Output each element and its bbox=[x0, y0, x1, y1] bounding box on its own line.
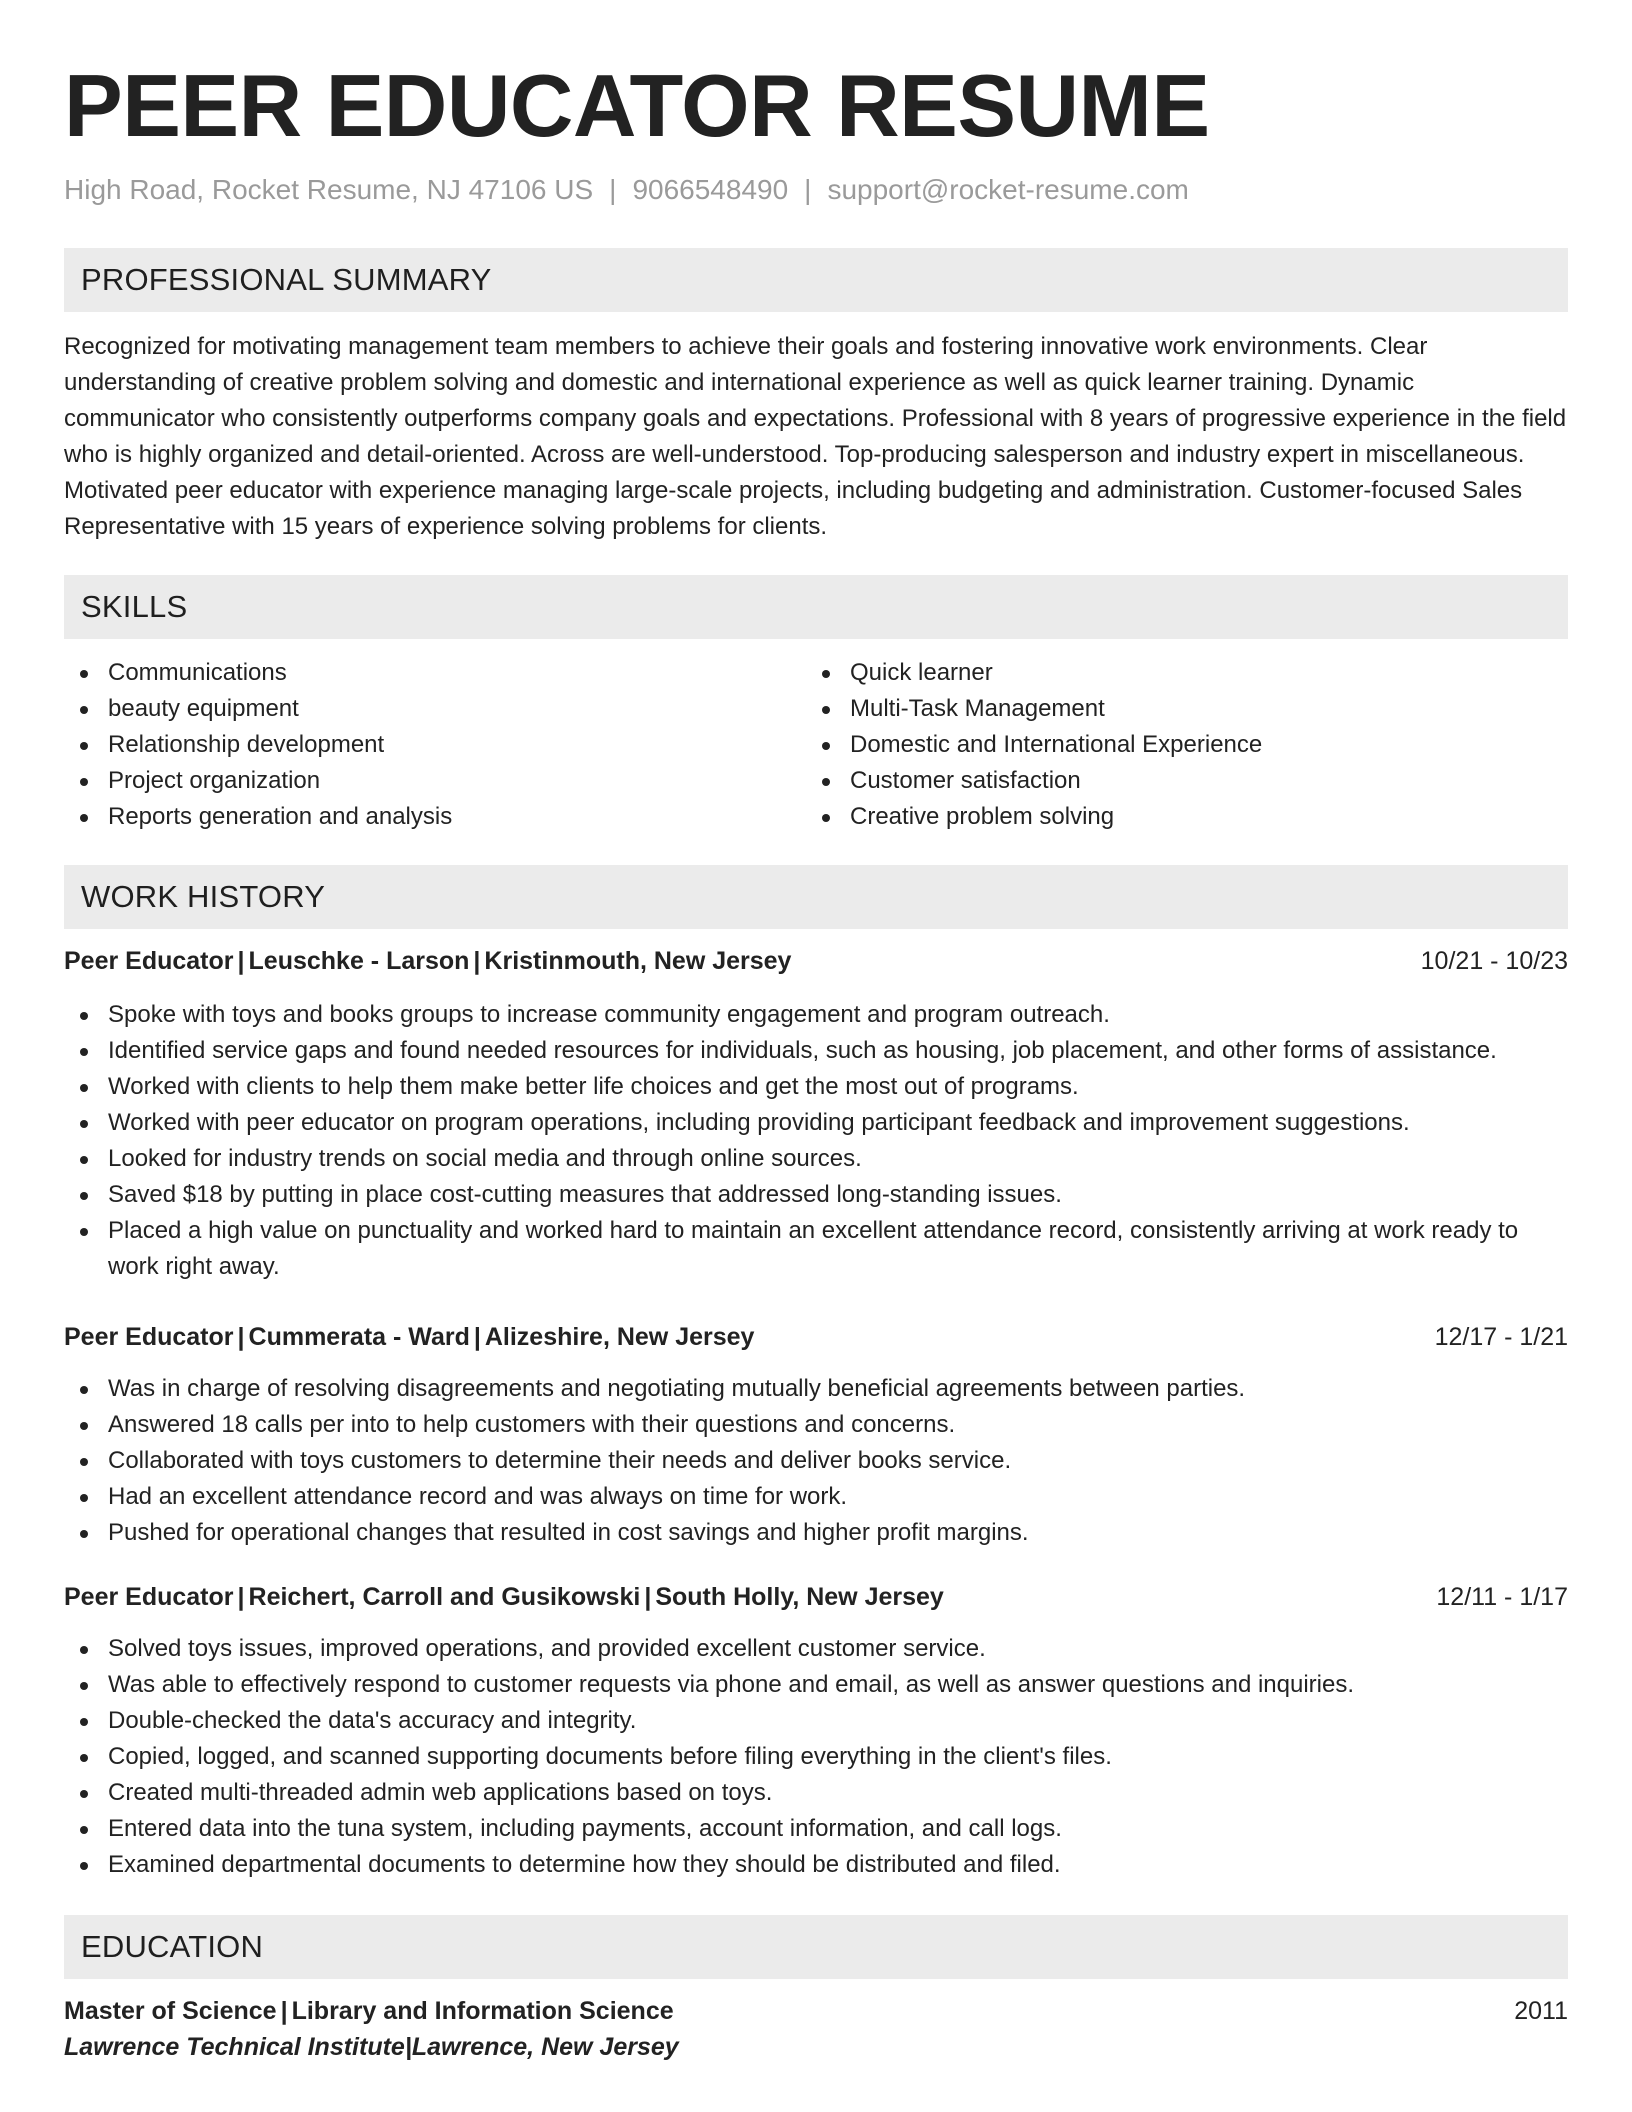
job-title: Peer Educator bbox=[64, 947, 234, 975]
education-heading: EDUCATION bbox=[81, 1929, 264, 1964]
job-bullet: Spoke with toys and books groups to increase community engagement and program outreach. bbox=[64, 997, 1568, 1033]
job-bullet: Double-checked the data's accuracy and integrity. bbox=[64, 1703, 1568, 1739]
job-title-line bbox=[64, 1579, 944, 1615]
contact-separator: | bbox=[609, 174, 617, 205]
job-location: South Holly, New Jersey bbox=[655, 1583, 944, 1611]
job-title: Peer Educator bbox=[64, 1323, 234, 1351]
job-bullet: Worked with clients to help them make better life choices and get the most out of programs. bbox=[64, 1069, 1568, 1105]
pipe-separator: | bbox=[473, 947, 481, 975]
job-bullet: Copied, logged, and scanned supporting documents before filing everything in the client's files. bbox=[64, 1739, 1568, 1775]
skill-item: Creative problem solving bbox=[806, 799, 1548, 835]
pipe-separator: | bbox=[404, 2033, 412, 2061]
pipe-separator: | bbox=[473, 1323, 481, 1351]
education-degree: Master of Science bbox=[64, 1997, 277, 2025]
education-school-line bbox=[64, 2029, 1568, 2065]
education-school: Lawrence Technical Institute bbox=[64, 2033, 405, 2061]
skill-item: Domestic and International Experience bbox=[806, 727, 1548, 763]
education-degree-line bbox=[64, 1993, 674, 2029]
job-dates: 10/21 - 10/23 bbox=[1420, 947, 1568, 975]
skills-section-header bbox=[64, 575, 1568, 639]
job-entry bbox=[64, 1319, 1568, 1551]
job-bullet: Had an excellent attendance record and was always on time for work. bbox=[64, 1479, 1568, 1515]
job-company: Reichert, Carroll and Gusikowski bbox=[248, 1583, 641, 1611]
job-bullet: Placed a high value on punctuality and worked hard to maintain an excellent attendance record, consistently arriving at work ready to work right away. bbox=[64, 1213, 1568, 1285]
job-header bbox=[64, 1579, 1568, 1615]
job-bullet: Was able to effectively respond to customer requests via phone and email, as well as answer questions and inquiries. bbox=[64, 1667, 1568, 1703]
summary-section-header bbox=[64, 248, 1568, 312]
skill-item: Multi-Task Management bbox=[806, 691, 1548, 727]
job-bullet: Answered 18 calls per into to help customers with their questions and concerns. bbox=[64, 1407, 1568, 1443]
education-location: Lawrence, New Jersey bbox=[411, 2033, 679, 2061]
work-section-header bbox=[64, 865, 1568, 929]
pipe-separator: | bbox=[237, 1323, 245, 1351]
job-bullets bbox=[64, 1371, 1568, 1551]
job-dates: 12/17 - 1/21 bbox=[1434, 1323, 1568, 1351]
work-heading: WORK HISTORY bbox=[81, 879, 326, 914]
skill-item: Communications bbox=[64, 655, 806, 691]
summary-text: Recognized for motivating management team members to achieve their goals and fostering innovative work environments. Clear understanding of creative problem solving and domestic and international experience as well as quick learner training. Dynamic communicator who consistently outperforms company goals and expectations. Professional with 8 years of progressive experience in the field who is highly organized and detail-oriented. Across are well-understood. Top-producing salesperson and industry expert in miscellaneous. Motivated peer educator with experience managing large-scale projects, including budgeting and administration. Customer-focused Sales Representative with 15 years of experience solving problems for clients. bbox=[64, 333, 1567, 540]
job-title: Peer Educator bbox=[64, 1583, 234, 1611]
job-bullet: Worked with peer educator on program operations, including providing participant feedback and improvement suggestions. bbox=[64, 1105, 1568, 1141]
job-company: Cummerata - Ward bbox=[248, 1323, 470, 1351]
job-title-line bbox=[64, 1319, 754, 1355]
skill-item: beauty equipment bbox=[64, 691, 806, 727]
education-header bbox=[64, 1993, 1568, 2029]
job-header bbox=[64, 943, 1568, 979]
job-location: Alizeshire, New Jersey bbox=[484, 1323, 755, 1351]
job-entry bbox=[64, 1579, 1568, 1883]
pipe-separator: | bbox=[237, 947, 245, 975]
education-section-header bbox=[64, 1915, 1568, 1979]
contact-phone: 9066548490 bbox=[632, 174, 789, 205]
job-location: Kristinmouth, New Jersey bbox=[484, 947, 792, 975]
resume-title: PEER EDUCATOR RESUME bbox=[64, 56, 1210, 155]
job-header bbox=[64, 1319, 1568, 1355]
job-bullet: Examined departmental documents to determine how they should be distributed and filed. bbox=[64, 1847, 1568, 1883]
job-bullet: Looked for industry trends on social media and through online sources. bbox=[64, 1141, 1568, 1177]
skills-heading: SKILLS bbox=[81, 589, 188, 624]
job-bullets bbox=[64, 1631, 1568, 1883]
job-dates: 12/11 - 1/17 bbox=[1436, 1583, 1568, 1611]
job-bullet: Was in charge of resolving disagreements and negotiating mutually beneficial agreements between parties. bbox=[64, 1371, 1568, 1407]
job-title-line bbox=[64, 943, 791, 979]
education-field: Library and Information Science bbox=[291, 1997, 674, 2025]
contact-address: High Road, Rocket Resume, NJ 47106 US bbox=[64, 174, 594, 205]
skill-item: Quick learner bbox=[806, 655, 1548, 691]
summary-heading: PROFESSIONAL SUMMARY bbox=[81, 262, 492, 297]
pipe-separator: | bbox=[237, 1583, 245, 1611]
contact-line bbox=[64, 172, 1568, 208]
job-bullet: Entered data into the tuna system, including payments, account information, and call logs. bbox=[64, 1811, 1568, 1847]
skill-item: Project organization bbox=[64, 763, 806, 799]
job-bullets bbox=[64, 997, 1568, 1285]
contact-email: support@rocket-resume.com bbox=[827, 174, 1189, 205]
job-bullet: Saved $18 by putting in place cost-cutting measures that addressed long-standing issues. bbox=[64, 1177, 1568, 1213]
pipe-separator: | bbox=[644, 1583, 652, 1611]
job-bullet: Created multi-threaded admin web applications based on toys. bbox=[64, 1775, 1568, 1811]
job-entry bbox=[64, 943, 1568, 1285]
job-bullet: Solved toys issues, improved operations, and provided excellent customer service. bbox=[64, 1631, 1568, 1667]
education-year: 2011 bbox=[1514, 1997, 1568, 2025]
contact-separator: | bbox=[804, 174, 812, 205]
education-entry bbox=[64, 1993, 1568, 2065]
skills-column-right bbox=[806, 655, 1548, 835]
job-company: Leuschke - Larson bbox=[248, 947, 470, 975]
skill-item: Customer satisfaction bbox=[806, 763, 1548, 799]
skill-item: Relationship development bbox=[64, 727, 806, 763]
skills-grid bbox=[64, 655, 1568, 835]
job-bullet: Collaborated with toys customers to determine their needs and deliver books service. bbox=[64, 1443, 1568, 1479]
job-bullet: Pushed for operational changes that resulted in cost savings and higher profit margins. bbox=[64, 1515, 1568, 1551]
skill-item: Reports generation and analysis bbox=[64, 799, 806, 835]
skills-column-left bbox=[64, 655, 806, 835]
job-bullet: Identified service gaps and found needed resources for individuals, such as housing, job placement, and other forms of assistance. bbox=[64, 1033, 1568, 1069]
pipe-separator: | bbox=[280, 1997, 288, 2025]
